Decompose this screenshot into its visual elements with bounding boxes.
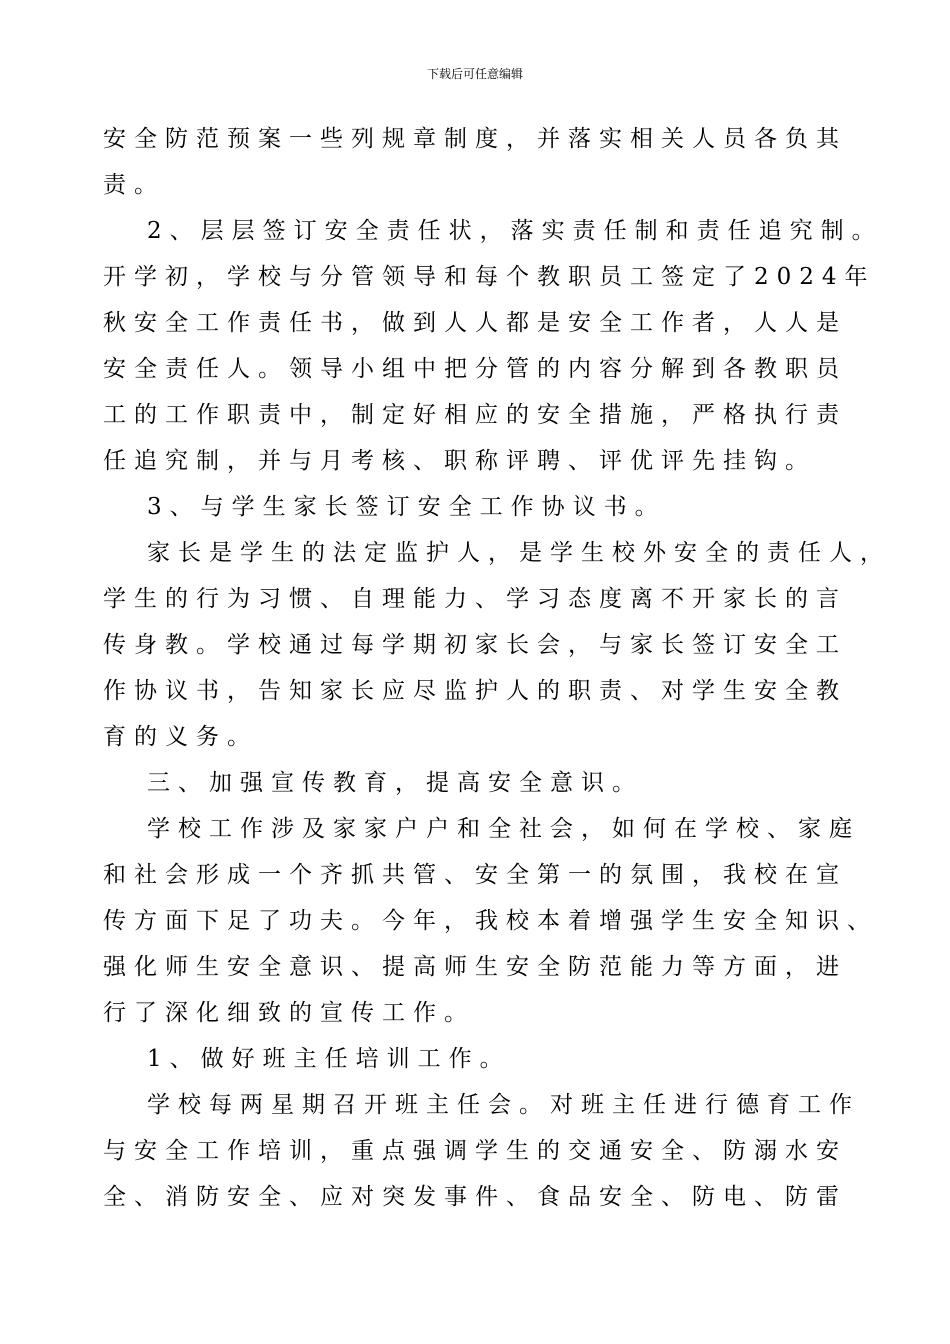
- text-line: 行了深化细致的宣传工作。: [103, 1000, 475, 1026]
- text-line: 和社会形成一个齐抓共管、安全第一的氛围，我校在宣: [103, 862, 847, 888]
- text-line: 作协议书，告知家长应尽监护人的职责、对学生安全教: [103, 678, 847, 704]
- text-line: 家长是学生的法定监护人，是学生校外安全的责任人，: [147, 540, 891, 566]
- text-line: 3、与学生家长签订安全工作协议书。: [147, 494, 666, 520]
- text-line: 2、层层签订安全责任状，落实责任制和责任追究制。: [147, 218, 883, 244]
- text-line: 三、加强宣传教育，提高安全意识。: [147, 770, 643, 796]
- text-line: 责。: [103, 172, 165, 198]
- text-line: 强化师生安全意识、提高师生安全防范能力等方面，进: [103, 954, 847, 980]
- text-line: 育的义务。: [103, 724, 258, 750]
- text-line: 与安全工作培训，重点强调学生的交通安全、防溺水安: [103, 1138, 847, 1164]
- text-line: 全、消防安全、应对突发事件、食品安全、防电、防雷: [103, 1184, 847, 1210]
- text-line: 传身教。学校通过每学期初家长会，与家长签订安全工: [103, 632, 847, 658]
- text-line: 安全责任人。领导小组中把分管的内容分解到各教职员: [103, 356, 847, 382]
- text-line: 开学初，学校与分管领导和每个教职员工签定了2024年: [103, 264, 876, 290]
- text-line: 安全防范预案一些列规章制度，并落实相关人员各负其: [103, 126, 847, 152]
- text-line: 任追究制，并与月考核、职称评聘、评优评先挂钩。: [103, 448, 816, 474]
- text-line: 秋安全工作责任书，做到人人都是安全工作者，人人是: [103, 310, 847, 336]
- text-line: 工的工作职责中，制定好相应的安全措施，严格执行责: [103, 402, 847, 428]
- text-line: 学校工作涉及家家户户和全社会，如何在学校、家庭: [147, 816, 860, 842]
- text-line: 学生的行为习惯、自理能力、学习态度离不开家长的言: [103, 586, 847, 612]
- page-header: 下载后可任意编辑: [426, 67, 523, 81]
- text-line: 传方面下足了功夫。今年，我校本着增强学生安全知识、: [103, 908, 878, 934]
- text-line: 1、做好班主任培训工作。: [147, 1046, 511, 1072]
- document-body: [103, 116, 891, 1220]
- text-line: 学校每两星期召开班主任会。对班主任进行德育工作: [147, 1092, 860, 1118]
